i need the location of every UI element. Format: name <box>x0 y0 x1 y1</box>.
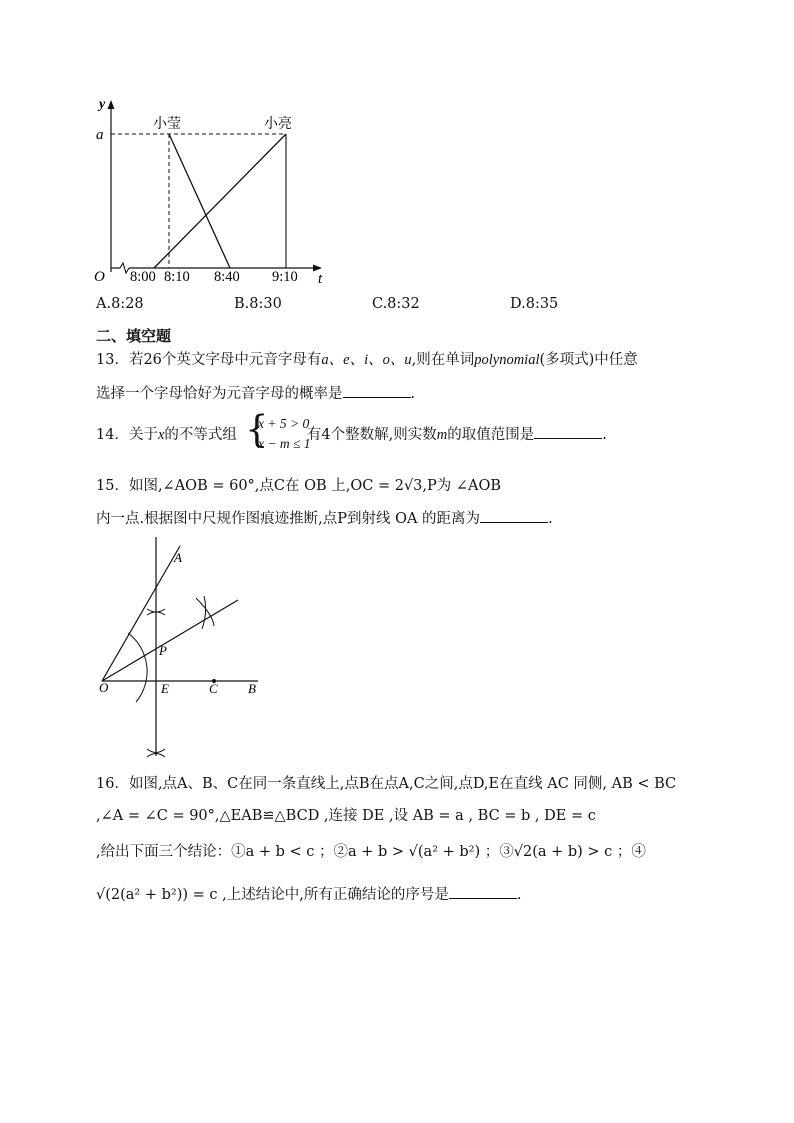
q16-text-line4: √(2(a² + b²)) = c ,上述结论中,所有正确结论的序号是 <box>96 887 449 903</box>
inequality-2: x − m ≤ 1 <box>258 436 311 451</box>
q16-end: . <box>516 887 522 903</box>
travel-graph <box>88 92 338 292</box>
q13-end: . <box>410 386 416 402</box>
tick-label: 8:00 <box>130 269 156 285</box>
question-15-line2 <box>96 508 553 529</box>
label-xiaoying: 小莹 <box>153 117 181 132</box>
q14-text-c: 有4个整数解,则实数 <box>306 427 437 443</box>
q13-word: polynomial <box>474 352 540 368</box>
q13-text-b: ,则在单词 <box>411 352 475 368</box>
label-e: E <box>161 681 169 696</box>
question-13-line2 <box>96 383 415 404</box>
q13-text-a: 13．若26个英文字母中元音字母有 <box>96 352 322 368</box>
question-13-line1 <box>96 350 638 370</box>
option-b: B.8:30 <box>234 296 282 312</box>
option-a: A.8:28 <box>96 296 144 312</box>
q14-text-d: 的取值范围是 <box>447 427 535 443</box>
q13-vowels: a、e、i、o、u <box>321 352 412 368</box>
question-15-line1: 15．如图,∠AOB = 60°,点C在 OB 上,OC = 2√3,P为 ∠AOB <box>96 478 502 494</box>
answer-blank <box>449 884 517 899</box>
q13-text-line2: 选择一个字母恰好为元音字母的概率是 <box>96 386 343 402</box>
line-xiaoliang <box>154 134 286 268</box>
tick-label: 8:40 <box>214 269 240 285</box>
label-o: O <box>99 680 109 695</box>
question-14-line <box>96 424 607 445</box>
option-d: D.8:35 <box>510 296 559 312</box>
question-16-line1: 16．如图,点A、B、C在同一条直线上,点B在点A,C之间,点D,E在直线 AC 同侧, AB < BC <box>96 776 677 792</box>
question-16-line3: ,给出下面三个结论：①a + b < c ；②a + b > √(a² + b²) ；③√2(a + b) > c ；④ <box>96 844 646 860</box>
question-16-line4 <box>96 884 521 905</box>
label-b: B <box>248 681 256 696</box>
option-c: C.8:32 <box>372 296 420 312</box>
inequality-1: x + 5 > 0 <box>258 416 310 431</box>
label-a: A <box>174 550 182 565</box>
a-label: a <box>96 127 104 143</box>
tick-label: 9:10 <box>272 269 298 285</box>
arc-mark <box>202 596 206 629</box>
q15-text-line2: 内一点.根据图中尺规作图痕迹推断,点P到射线 OA 的距离为 <box>96 511 481 527</box>
q14-end: . <box>602 427 607 443</box>
y-label: y <box>99 97 106 112</box>
system-brace: { <box>245 408 269 451</box>
label-p: P <box>159 643 167 658</box>
q14-x: x <box>157 427 165 443</box>
q14-text-b: 的不等式组 <box>164 427 237 443</box>
label-xiaoliang: 小亮 <box>264 117 292 132</box>
tick-label: 8:10 <box>164 269 190 285</box>
axis-break <box>120 263 129 273</box>
q14-m: m <box>436 427 448 443</box>
label-c: C <box>209 681 218 696</box>
bisector <box>102 600 238 681</box>
t-label: t <box>318 271 323 287</box>
construction-arc <box>128 633 147 702</box>
construction-figure <box>92 532 272 764</box>
answer-blank <box>534 424 602 439</box>
q13-text-c: (多项式)中任意 <box>539 352 638 368</box>
q14-text-a: 14．关于 <box>96 427 158 443</box>
section-title: 二、填空题 <box>96 327 172 345</box>
answer-blank <box>343 383 411 398</box>
question-16-line2: ,∠A = ∠C = 90°,△EAB≌△BCD ,连接 DE ,设 AB = a , BC = b , DE = c <box>96 808 596 824</box>
q15-end: . <box>548 511 553 527</box>
ray-oa <box>102 546 180 681</box>
y-axis-arrow <box>108 100 115 109</box>
origin-label: O <box>94 269 105 285</box>
answer-blank <box>480 508 548 523</box>
